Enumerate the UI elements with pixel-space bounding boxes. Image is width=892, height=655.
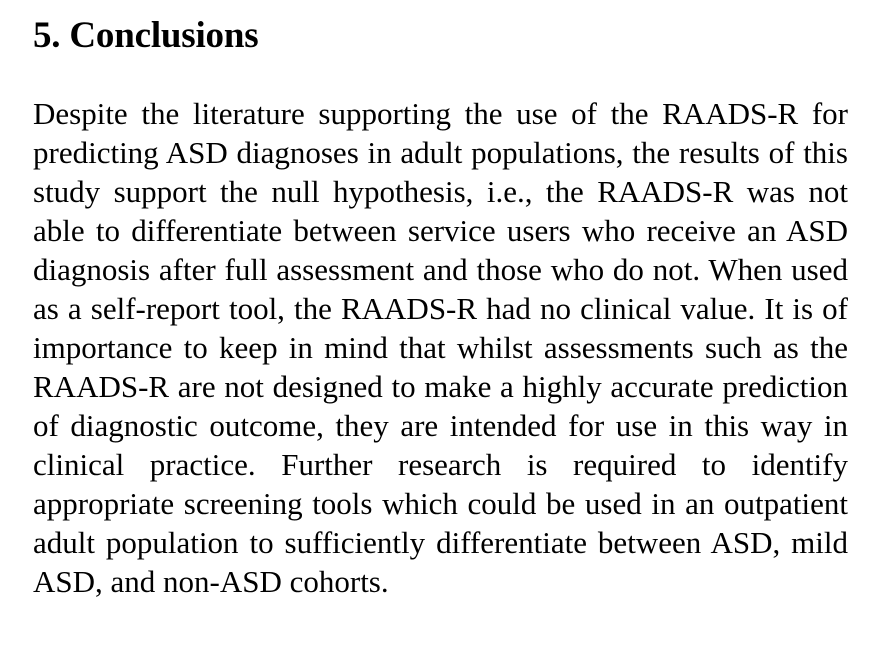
section-heading: 5. Conclusions — [33, 15, 259, 56]
conclusion-paragraph: Despite the literature supporting the use of the RAADS-R for predicting ASD diagnoses in adult populations, the results of this study support the null hypothesis, i.e., the RAADS-R was not able to differentiate between service users who receive an ASD diagnosis after full assessment and those who do not. When used as a self-report tool, the RAADS-R had no clinical value. It is of importance to keep in mind that whilst assessments such as the RAADS-R are not designed to make a highly accurate prediction of diagnostic outcome, they are intended for use in this way in clinical practice. Further research is required to identify appropriate screening tools which could be used in an outpatient adult population to sufficiently differentiate between ASD, mild ASD, and non-ASD cohorts. — [33, 96, 848, 599]
